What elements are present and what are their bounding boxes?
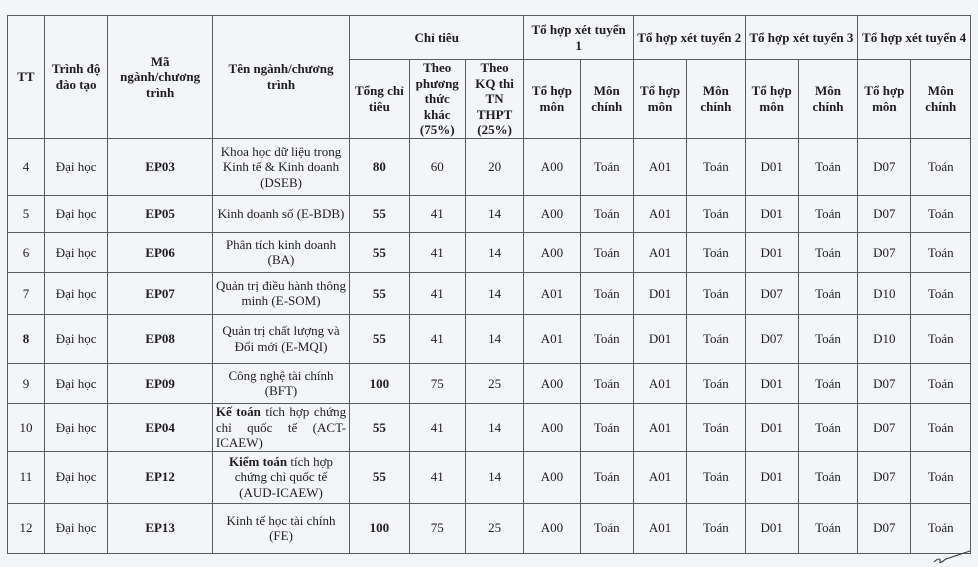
cell-code: EP04 [108,403,212,451]
cell-code: EP07 [108,272,212,314]
cell-exam: 14 [465,195,523,232]
table-row [8,451,971,503]
table-row [8,232,971,272]
cell-exam: 14 [465,314,523,363]
table-header [8,16,971,139]
cell-main-2: Toán [687,503,745,553]
cell-main-3: Toán [798,272,857,314]
col-combo-4: Tổ hợp xét tuyển 4 [858,16,971,60]
cell-exam: 14 [465,403,523,451]
cell-tt: 6 [8,232,45,272]
cell-combo-3: D01 [745,403,798,451]
cell-other: 75 [409,503,465,553]
cell-level: Đại học [44,314,108,363]
cell-main-3: Toán [798,138,857,195]
col-main-subject: Môn chính [911,60,971,139]
cell-code: EP05 [108,195,212,232]
col-combo-3: Tổ hợp xét tuyển 3 [745,16,858,60]
cell-main-3: Toán [798,503,857,553]
cell-other: 41 [409,195,465,232]
col-combo-sub: Tổ hợp môn [858,60,911,139]
cell-level: Đại học [44,138,108,195]
cell-tt: 5 [8,195,45,232]
cell-combo-4: D07 [858,232,911,272]
table-row [8,403,971,451]
table-row [8,138,971,195]
cell-level: Đại học [44,403,108,451]
col-combo-sub: Tổ hợp môn [633,60,686,139]
cell-exam: 14 [465,451,523,503]
cell-main-2: Toán [687,403,745,451]
table-row [8,503,971,553]
col-tt: TT [8,16,45,139]
cell-combo-4: D07 [858,503,911,553]
cell-combo-2: A01 [633,232,686,272]
signature-mark [932,549,972,565]
cell-tt: 7 [8,272,45,314]
name-emphasis: Kiểm toán [229,453,288,469]
cell-combo-1: A00 [524,195,580,232]
cell-combo-1: A00 [524,232,580,272]
cell-main-2: Toán [687,314,745,363]
cell-total: 100 [350,503,409,553]
col-code: Mã ngành/chương trình [108,16,212,139]
cell-combo-4: D07 [858,138,911,195]
cell-other: 41 [409,272,465,314]
cell-combo-4: D10 [858,272,911,314]
cell-combo-4: D07 [858,195,911,232]
col-level: Trình độ đào tạo [44,16,108,139]
name-rest: tích hợp chứng chỉ quốc tế (AUD-ICAEW) [234,453,334,501]
cell-main-1: Toán [580,314,633,363]
cell-combo-3: D01 [745,451,798,503]
cell-other: 41 [409,451,465,503]
cell-total: 55 [350,272,409,314]
cell-combo-1: A00 [524,363,580,403]
cell-total: 55 [350,314,409,363]
name-rest: tích hợp chứng chỉ quốc tế (ACT-ICAEW) [215,403,347,451]
col-combo-sub: Tổ hợp môn [745,60,798,139]
cell-other: 41 [409,232,465,272]
cell-combo-4: D10 [858,314,911,363]
col-quota-total: Tổng chỉ tiêu [350,60,409,139]
cell-code: EP08 [108,314,212,363]
cell-main-3: Toán [798,451,857,503]
cell-combo-3: D01 [745,195,798,232]
cell-combo-1: A00 [524,403,580,451]
cell-combo-1: A00 [524,138,580,195]
cell-main-1: Toán [580,232,633,272]
cell-main-3: Toán [798,314,857,363]
cell-name: Khoa học dữ liệu trong Kinh tế & Kinh doanh (DSEB) [212,138,349,195]
cell-tt: 11 [8,451,45,503]
cell-combo-2: A01 [633,363,686,403]
cell-main-1: Toán [580,363,633,403]
cell-combo-2: A01 [633,451,686,503]
cell-main-1: Toán [580,403,633,451]
cell-level: Đại học [44,451,108,503]
cell-main-2: Toán [687,232,745,272]
cell-main-3: Toán [798,195,857,232]
cell-exam: 20 [465,138,523,195]
cell-combo-3: D01 [745,232,798,272]
cell-main-4: Toán [911,138,971,195]
cell-tt: 9 [8,363,45,403]
cell-main-4: Toán [911,232,971,272]
col-quota-exam: Theo KQ thi TN THPT (25%) [465,60,523,139]
cell-combo-4: D07 [858,403,911,451]
cell-other: 41 [409,314,465,363]
cell-name: Công nghệ tài chính (BFT) [212,363,349,403]
cell-level: Đại học [44,272,108,314]
cell-combo-3: D07 [745,272,798,314]
cell-main-4: Toán [911,403,971,451]
cell-main-4: Toán [911,363,971,403]
cell-main-2: Toán [687,451,745,503]
cell-main-1: Toán [580,272,633,314]
cell-main-3: Toán [798,403,857,451]
cell-main-2: Toán [687,138,745,195]
cell-tt: 12 [8,503,45,553]
cell-total: 55 [350,403,409,451]
cell-combo-2: D01 [633,272,686,314]
cell-combo-3: D01 [745,503,798,553]
cell-level: Đại học [44,195,108,232]
cell-exam: 14 [465,272,523,314]
cell-combo-3: D07 [745,314,798,363]
cell-combo-1: A00 [524,503,580,553]
cell-main-4: Toán [911,272,971,314]
cell-main-4: Toán [911,314,971,363]
col-quota: Chỉ tiêu [350,16,524,60]
cell-main-3: Toán [798,232,857,272]
col-quota-other: Theo phương thức khác (75%) [409,60,465,139]
col-main-subject: Môn chính [580,60,633,139]
cell-level: Đại học [44,503,108,553]
cell-other: 60 [409,138,465,195]
cell-tt: 8 [8,314,45,363]
table-row [8,272,971,314]
table-row [8,195,971,232]
cell-other: 75 [409,363,465,403]
cell-name: Quản trị chất lượng và Đổi mới (E-MQI) [212,314,349,363]
cell-main-4: Toán [911,503,971,553]
cell-combo-2: A01 [633,195,686,232]
cell-name [212,451,349,503]
col-combo-1: Tổ hợp xét tuyển 1 [524,16,634,60]
cell-other: 41 [409,403,465,451]
cell-exam: 14 [465,232,523,272]
cell-level: Đại học [44,232,108,272]
table-row [8,314,971,363]
col-name: Tên ngành/chương trình [212,16,349,139]
col-combo-2: Tổ hợp xét tuyển 2 [633,16,745,60]
table-body [8,138,971,553]
cell-total: 55 [350,232,409,272]
cell-level: Đại học [44,363,108,403]
cell-main-2: Toán [687,363,745,403]
cell-combo-2: A01 [633,503,686,553]
cell-tt: 10 [8,403,45,451]
table-row [8,363,971,403]
cell-name: Kinh doanh số (E-BDB) [212,195,349,232]
cell-combo-4: D07 [858,363,911,403]
col-main-subject: Môn chính [687,60,745,139]
cell-name: Quản trị điều hành thông minh (E-SOM) [212,272,349,314]
name-emphasis: Kế toán [215,403,261,419]
cell-code: EP09 [108,363,212,403]
cell-main-4: Toán [911,195,971,232]
cell-combo-4: D07 [858,451,911,503]
cell-main-4: Toán [911,451,971,503]
col-main-subject: Môn chính [798,60,857,139]
cell-exam: 25 [465,503,523,553]
cell-combo-2: D01 [633,314,686,363]
cell-total: 100 [350,363,409,403]
cell-combo-1: A01 [524,314,580,363]
cell-tt: 4 [8,138,45,195]
cell-main-1: Toán [580,138,633,195]
cell-code: EP13 [108,503,212,553]
cell-code: EP03 [108,138,212,195]
cell-name: Kinh tế học tài chính (FE) [212,503,349,553]
cell-combo-2: A01 [633,138,686,195]
cell-total: 55 [350,195,409,232]
col-combo-sub: Tổ hợp môn [524,60,580,139]
cell-code: EP12 [108,451,212,503]
cell-combo-2: A01 [633,403,686,451]
cell-main-1: Toán [580,451,633,503]
cell-combo-3: D01 [745,363,798,403]
cell-main-1: Toán [580,503,633,553]
cell-main-1: Toán [580,195,633,232]
cell-combo-1: A00 [524,451,580,503]
cell-combo-3: D01 [745,138,798,195]
cell-main-3: Toán [798,363,857,403]
cell-code: EP06 [108,232,212,272]
cell-exam: 25 [465,363,523,403]
admission-table [7,15,971,554]
cell-name [212,403,349,451]
cell-main-2: Toán [687,195,745,232]
cell-name: Phân tích kinh doanh (BA) [212,232,349,272]
cell-total: 80 [350,138,409,195]
cell-total: 55 [350,451,409,503]
cell-main-2: Toán [687,272,745,314]
cell-combo-1: A01 [524,272,580,314]
